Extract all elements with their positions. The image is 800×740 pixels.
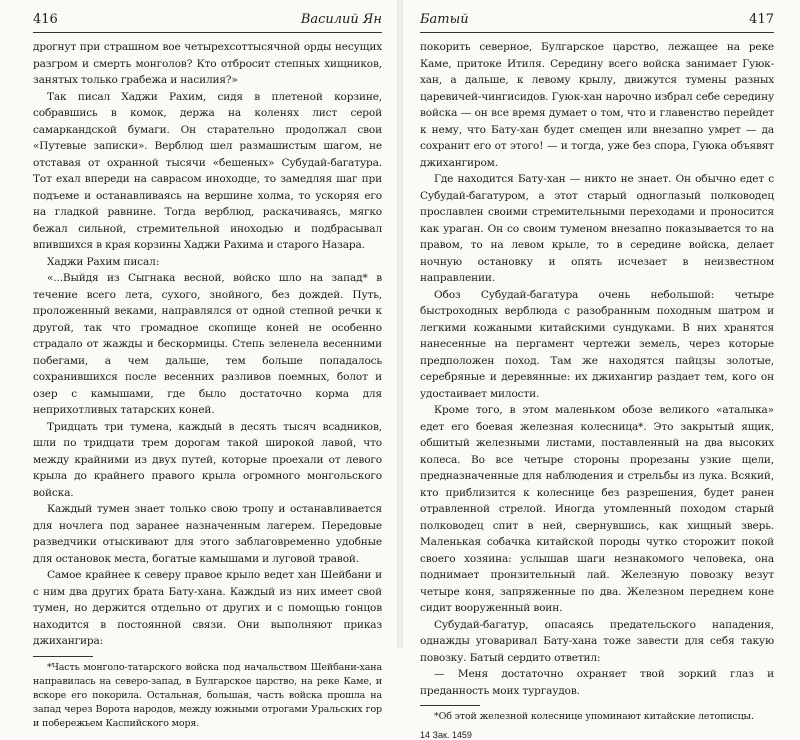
paragraph: Тридцать три тумена, каждый в десять тысяч всадников, шли по тридцати трем дорогам такой широкой лавой, что между крайними из двух путей, которые проехали от левого крыла до крайнего правого крыла огромного монгольского войска. xyxy=(33,420,382,499)
paragraph: Где находится Бату-хан — никто не знает. Он обычно едет с Субудай-багатуром, а этот старый одноглазый полководец прославлен своими стремительными переходами и проносится как ураган. Он со своим туменом внезапно показывается то на правом, то на левом крыле, то в середине войска, делает ночную остановку и опять исчезает в неизвестном направлении. xyxy=(420,173,774,284)
footnote-divider xyxy=(33,656,93,657)
left-running-head: Василий Ян xyxy=(300,12,382,27)
paragraph: Субудай-багатур, опасаясь предательского нападения, однажды уговаривал Бату-хана тоже завести для себя такую повозку. Батый сердито ответил: xyxy=(420,618,774,664)
footnote-divider xyxy=(420,705,480,706)
paragraph: Так писал Хаджи Рахим, сидя в плетеной корзине, собравшись в комок, держа на коленях лист серой самаркандской бумаги. Он старательно продолжал свои «Путевые записки». Верблюд шел размашистым шагом, не отставая от охранной тысячи «бешеных» Субудай-багатура. Тот ехал впереди на саврасом иноходце, то замедляя шаг при подъеме и останавливаясь на вершине холма, то ускоряя его на гладкой равнине. Тогда верблюд, раскачиваясь, мягко бежал сильной, стремительной иноходью и подбрасывал впившихся в края корзины Хаджи Рахима и старого Назара. xyxy=(33,90,382,251)
printer-signature: 14 Зак. 1459 xyxy=(420,730,472,740)
paragraph: Самое крайнее к северу правое крыло ведет хан Шейбани и с ним два других брата Бату-хана. Каждый из них имеет свой тумен, но держится отдельно от других и с помощью гонцов находится в постоянной связи. Они выполняют приказ джихангира: xyxy=(33,569,382,647)
paragraph: Каждый тумен знает только свою тропу и останавливается для ночлега под заранее назначенным лагерем. Передовые разведчики отыскивают для этого заблаговременно удобные для остановок места, богатые камышами и луговой травой. xyxy=(33,503,382,565)
right-page-header xyxy=(420,12,774,33)
paragraph: «...Выйдя из Сыгнака весной, войско шло на запад* в течение всего лета, сухого, знойного, без дождей. Путь, проложенный веками, направлялся от одной степной речки к другой, так что громадное скопище коней не особенно страдало от жажды и бескормицы. Степь зеленела весенними побегами, а чем дальше, тем больше попадалось сохранившихся после весенних разливов поемных, болот и озер с камышами, где было достаточно корма для неприхотливых татарских коней. xyxy=(33,272,382,416)
footnote-text: *Часть монголо-татарского войска под начальством Шейбани-хана направилась на северо-запад, в Булгарское царство, на реке Каме, и вскоре его покорила. Остальная, большая, часть войска прошла на запад через Ворота народов, между южными отрогами Уральских гор и побережьем Каспийского моря. xyxy=(33,661,382,729)
paragraph: дрогнут при страшном вое четырехсоттысячной орды несущих разгром и смерть монголов? Кто отбросит степных хищников, занятых только грабежа и насилия?» xyxy=(33,41,382,86)
footnote-text: *Об этой железной колеснице упоминают китайские летописцы. xyxy=(434,711,754,722)
paragraph: Хаджи Рахим писал: xyxy=(47,255,160,268)
paragraph: Кроме того, в этом маленьком обозе великого «аталыка» едет его боевая железная колесница*. Это закрытый ящик, обшитый железными листами, поставленный на два высоких колеса. Во все четыре стороны прорезаны узкие щели, предназначенные для наблюдения и стрельбы из лука. Всякий, кто приблизится к колеснице без разрешения, будет ранен отравленной стрелой. Иногда утомленный походом старый полководец спит в ней, свернувшись, как хищный зверь. Маленькая собачка китайской породы чутко сторожит покой своего хозяина: услышав шаги незнакомого человека, она поднимает пронзительный лай. Железную повозку везут четыре коня, запряженные по два. Железном переднем коне сидит вооруженный воин. xyxy=(420,404,774,614)
right-page xyxy=(400,0,800,740)
right-running-head: Батый xyxy=(420,12,469,27)
paragraph: — Меня достаточно охраняет твой зоркий глаз и преданность моих тургаудов. xyxy=(420,668,774,697)
left-page-number: 416 xyxy=(33,12,58,27)
right-page-body xyxy=(420,39,774,699)
left-footnote xyxy=(33,661,382,731)
left-page-header xyxy=(33,12,382,33)
right-page-number: 417 xyxy=(749,12,774,27)
paragraph: Обоз Субудай-багатура очень небольшой: четыре быстроходных верблюда с разобранным походным шатром и легкими кожаными китайскими сундуками. В них хранятся нанесенные на пергамент чертежи земель, через которые предположен поход. Там же находятся пайцзы золотые, серебряные и деревянные: их джихангир раздает тем, кого он удостаивает милости. xyxy=(420,288,774,400)
right-footnote xyxy=(420,710,774,724)
left-page-body xyxy=(33,39,382,650)
paragraph: покорить северное, Булгарское царство, лежащее на реке Каме, притоке Итиля. Середину всего войска занимает Гуюк-хан, а дальше, к левому крылу, движутся тумены разных царевичей-чингисидов. Гуюк-хан нарочно избрал себе середину войска — он все время думает о том, что и главенство перейдет к нему, что Бату-хан будет смещен или внезапно умрет — да сохранит его от этого! — и тогда, уже без спора, Гуюка объявят джихангиром. xyxy=(420,41,774,169)
left-page xyxy=(0,0,400,729)
